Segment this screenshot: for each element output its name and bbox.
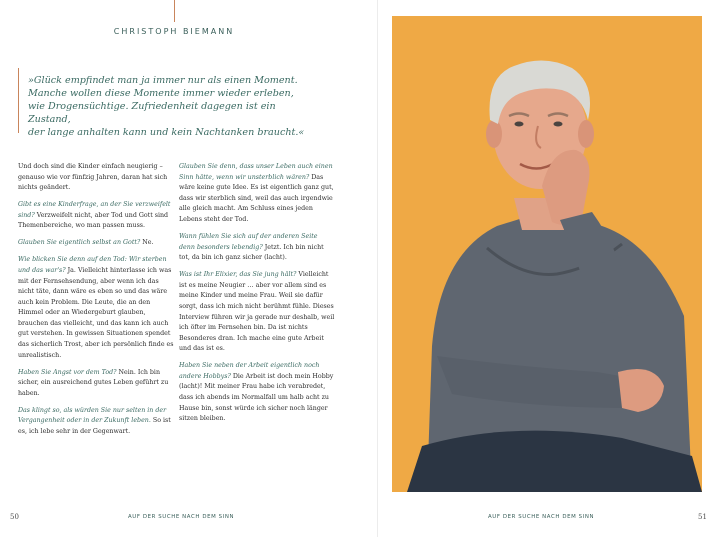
interview-question: Haben Sie Angst vor dem Tod? bbox=[18, 368, 117, 376]
paragraph bbox=[179, 361, 335, 425]
page-number-right: 51 bbox=[698, 513, 707, 521]
pull-quote-bar bbox=[18, 68, 19, 133]
interview-question: Wann fühlen Sie sich auf der anderen Seite denn besonders lebendig? bbox=[179, 232, 318, 251]
text-column-right bbox=[179, 162, 335, 431]
interview-question: Was ist Ihr Elixier, das Sie jung hält? bbox=[179, 271, 297, 279]
running-footer-right: AUF DER SUCHE NACH DEM SINN bbox=[488, 514, 595, 520]
interview-question: Gibt es eine Kinderfrage, an der Sie verzweifelt sind? bbox=[18, 201, 171, 219]
paragraph bbox=[179, 270, 335, 355]
interview-question: Haben Sie neben der Arbeit eigentlich noch andere Hobbys? bbox=[179, 362, 320, 380]
interview-answer: So ist es, ich lebe sehr in der Gegenwart. bbox=[18, 417, 171, 436]
interview-answer: Nein. Ich bin sicher, ein ausreichend gutes Leben geführt zu haben. bbox=[18, 368, 169, 397]
paragraph bbox=[18, 368, 174, 400]
pull-quote: »Glück empfindet man ja immer nur als einen Moment. Manche wollen diese Momente immer wieder erleben, wie Drogensüchtige. Zufriedenheit dagegen ist ein Zustand, der lange anhalten kann und kein Nachtanken braucht.« bbox=[28, 75, 305, 138]
header-rule bbox=[174, 0, 175, 22]
paragraph: Und doch sind die Kinder einfach neugierig – genauso wie vor fünfzig Jahren, daran hat sich nichts geändert. bbox=[18, 163, 168, 192]
header-author-name: CHRISTOPH BIEMANN bbox=[113, 27, 235, 36]
page-number-left: 50 bbox=[10, 513, 19, 521]
paragraph bbox=[179, 162, 335, 226]
interview-question: Das klingt so, als würden Sie nur selten in der Vergangenheit oder in der Zukunft leben. bbox=[18, 406, 167, 425]
paragraph bbox=[18, 200, 174, 232]
interview-answer: Vielleicht ist es meine Neugier … aber vor allem sind es meine Kinder und meine Frau. Weil sie dafür sorgt, dass ich mich nicht berühmt fühle. Dieses Interview führen wir ja gerade nur deshalb, weil ich öfter im Fernsehen bin. Da ist nichts Besonderes dran. Ich mache eine gute Arbeit und das ist es. bbox=[179, 271, 335, 353]
interview-answer: Jetzt. Ich bin nicht tot, da bin ich ganz sicher (lacht). bbox=[179, 243, 324, 262]
paragraph bbox=[18, 406, 174, 438]
interview-answer: Ja. Vielleicht hinterlasse ich was mit der Fernsehsendung, aber wenn ich das nicht täte, dann wäre es eben so und das wäre auch kein Problem. Die Leute, die an den Himmel oder an Wiedergeburt glauben, brauchen das vielleicht, und das kann ich auch gut verstehen. In gewissen Situationen spendet das sicherlich Trost, aber ich persönlich finde es unrealistisch. bbox=[18, 266, 174, 359]
running-footer-left: AUF DER SUCHE NACH DEM SINN bbox=[128, 514, 235, 520]
paragraph bbox=[18, 238, 174, 249]
interview-question: Glauben Sie eigentlich selbst an Gott? bbox=[18, 239, 141, 247]
interview-answer: Die Arbeit ist doch mein Hobby (lacht)! Mit meiner Frau habe ich verabredet, dass ich abends im Normalfall um halb acht zu Hause bin, sonst würde ich sicher noch länger sitzen bleiben. bbox=[179, 372, 334, 423]
interview-question: Wie blicken Sie denn auf den Tod: Wir sterben und das war's? bbox=[18, 256, 167, 274]
portrait-illustration bbox=[392, 16, 702, 492]
paragraph bbox=[18, 255, 174, 361]
interview-answer: Das wäre keine gute Idee. Es ist eigentlich ganz gut, dass wir sterblich sind, weil das auch irgendwie alle gleich macht. Am Schluss eines jeden Lebens steht der Tod. bbox=[179, 173, 334, 223]
book-spine bbox=[377, 0, 378, 537]
text-column-left bbox=[18, 162, 174, 444]
portrait-photo bbox=[392, 16, 702, 492]
interview-answer: Ne. bbox=[140, 239, 154, 247]
interview-answer: Verzweifelt nicht, aber Tod und Gott sind Themenbereiche, wo man passen muss. bbox=[18, 211, 169, 230]
paragraph bbox=[179, 232, 335, 264]
interview-question: Glauben Sie denn, dass unser Leben auch einen Sinn hätte, wenn wir unsterblich wären? bbox=[179, 163, 333, 181]
